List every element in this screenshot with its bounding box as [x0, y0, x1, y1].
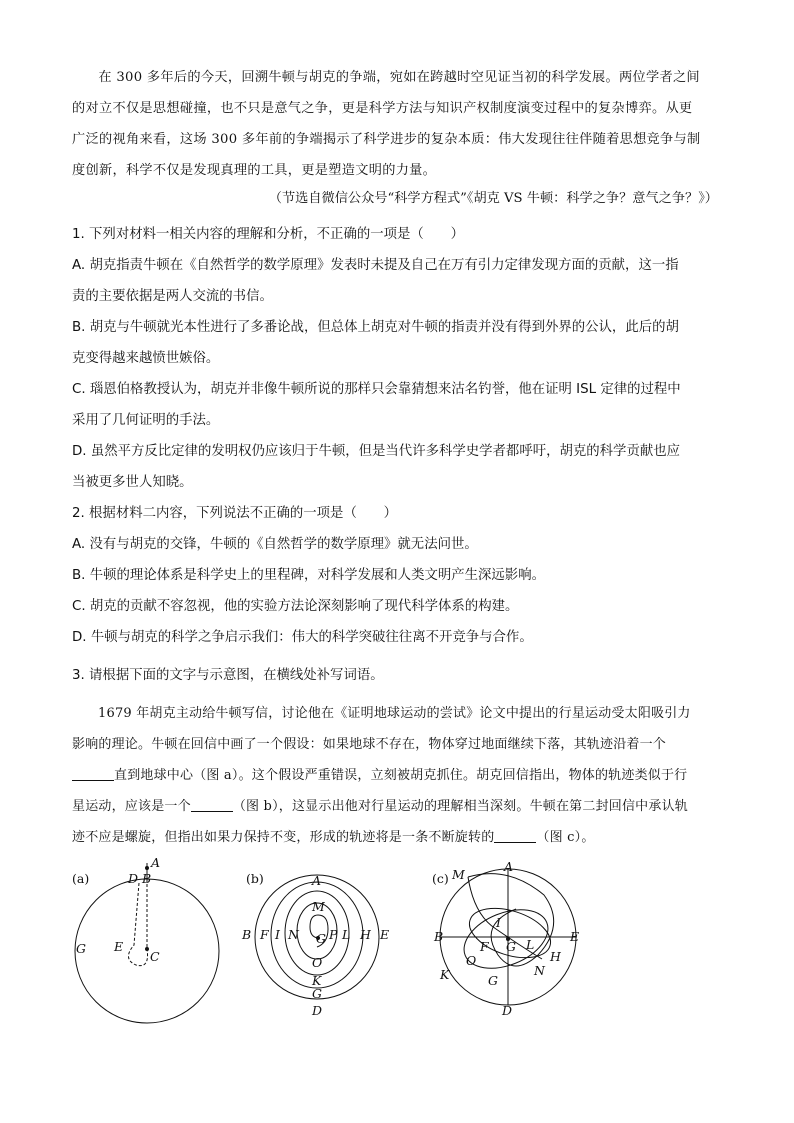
option-b-line1: B. 胡克与牛顿就光本性进行了多番论战，但总体上胡克对牛顿的指责并没有得到外界的公认，此后的胡: [72, 320, 679, 335]
q3-paragraph-cont: [72, 791, 722, 822]
figure-b: [238, 855, 398, 1029]
label-G-center: G: [316, 931, 326, 946]
figure-a-caption: (a): [72, 871, 90, 886]
q3-line: （图 c）。: [536, 830, 595, 845]
passage-line: 度创新，科学不仅是发现真理的工具，更是塑造文明的力量。: [72, 163, 437, 178]
source-citation: （节选自微信公众号“科学方程式”《胡克 VS 牛顿：科学之争？意气之争？》）: [268, 191, 718, 206]
answer-blank-1[interactable]: [72, 766, 114, 781]
figure-c: [426, 855, 586, 1029]
passage-line: 广泛的视角来看，这场 300 多年前的争端揭示了科学进步的复杂本质：伟大发现往往伴随着思想竞争与制: [72, 132, 701, 147]
label-M: M: [452, 867, 465, 882]
label-K: K: [312, 973, 322, 988]
label-A: A: [312, 873, 322, 888]
question-1: [72, 219, 720, 498]
answer-blank-2[interactable]: [191, 797, 233, 812]
label-H: H: [360, 927, 371, 942]
label-G-bottom: G: [312, 986, 322, 1001]
label-P: P: [329, 927, 338, 942]
option-b: B. 牛顿的理论体系是科学史上的里程碑，对科学发展和人类文明产生深远影响。: [72, 568, 545, 583]
question-2-stem: 2. 根据材料二内容，下列说法不正确的一项是（ ）: [72, 506, 398, 521]
option-a: A. 没有与胡克的交锋，牛顿的《自然哲学的数学原理》就无法问世。: [72, 537, 478, 552]
label-M: M: [312, 899, 325, 914]
label-I: I: [496, 915, 501, 930]
q3-paragraph-cont: [72, 760, 722, 791]
passage-line: 在 300 多年后的今天，回溯牛顿与胡克的争端，宛如在跨越时空见证当初的科学发展。两位学者之间: [98, 70, 700, 85]
label-N: N: [288, 927, 299, 942]
option-d-line2: 当被更多世人知晓。: [72, 475, 193, 490]
label-H: H: [550, 949, 561, 964]
label-F: F: [260, 927, 269, 942]
label-G: G: [76, 941, 86, 956]
label-B: B: [434, 929, 444, 944]
passage-paragraph-cont: [72, 155, 720, 186]
option-d: D. 牛顿与胡克的科学之争启示我们：伟大的科学突破往往离不开竞争与合作。: [72, 630, 533, 645]
label-G-center: G: [506, 939, 516, 954]
label-B: B: [142, 871, 152, 886]
label-D: D: [502, 1003, 513, 1018]
passage-line: 的对立不仅是思想碰撞，也不只是意气之争，更是科学方法与知识产权制度演变过程中的复杂博弈。从更: [72, 101, 693, 116]
label-G-bottom: G: [488, 973, 498, 988]
label-E: E: [570, 929, 580, 944]
label-A: A: [504, 859, 514, 874]
label-A: A: [151, 855, 161, 870]
label-I: I: [275, 927, 280, 942]
figure-a-diagram: [70, 855, 240, 1025]
figure-a: [70, 855, 240, 1029]
q3-paragraph-cont: [72, 822, 722, 853]
figure-c-caption: (c): [432, 871, 449, 886]
q3-line: 星运动，应该是一个: [72, 799, 191, 814]
figure-c-diagram: [426, 855, 586, 1025]
passage-paragraph-cont: [72, 93, 720, 124]
label-C: C: [150, 949, 160, 964]
label-L: L: [342, 927, 351, 942]
option-c-line2: 采用了几何证明的手法。: [72, 413, 220, 428]
q3-line: 迹不应是螺旋，但指出如果力保持不变，形成的轨迹将是一条不断旋转的: [72, 830, 495, 845]
option-a-line1: A. 胡克指责牛顿在《自然哲学的数学原理》发表时未提及自己在万有引力定律发现方面的贡献，这一指: [72, 258, 679, 273]
option-a-line2: 责的主要依据是两人交流的书信。: [72, 289, 273, 304]
q3-line: 1679 年胡克主动给牛顿写信，讨论他在《证明地球运动的尝试》论文中提出的行星运动受太阳吸引力: [98, 706, 691, 721]
option-c-line1: C. 瑙恩伯格教授认为，胡克并非像牛顿所说的那样只会靠猜想来沽名钓誉，他在证明 ISL 定律的过程中: [72, 382, 681, 397]
label-O: O: [466, 953, 477, 968]
option-b-line2: 克变得越来越愤世嫉俗。: [72, 351, 220, 366]
label-K: K: [440, 967, 450, 982]
option-c: C. 胡克的贡献不容忽视，他的实验方法论深刻影响了现代科学体系的构建。: [72, 599, 519, 614]
figure-b-diagram: [238, 855, 398, 1025]
q3-paragraph: [72, 698, 722, 729]
figure-b-caption: (b): [246, 871, 264, 886]
label-O: O: [312, 955, 323, 970]
label-D: D: [128, 871, 139, 886]
option-d-line1: D. 虽然平方反比定律的发明权仍应该归于牛顿，但是当代许多科学史学者都呼吁，胡克的科学贡献也应: [72, 444, 681, 459]
label-F: F: [480, 939, 489, 954]
question-1-stem: 1. 下列对材料一相关内容的理解和分析，不正确的一项是（ ）: [72, 227, 464, 242]
label-E: E: [380, 927, 390, 942]
question-2: [72, 498, 720, 653]
question-3-stem: 3. 请根据下面的文字与示意图，在横线处补写词语。: [72, 668, 384, 683]
q3-line: （图 b），这显示出他对行星运动的理解相当深刻。牛顿在第二封回信中承认轨: [232, 799, 688, 814]
q3-line: 影响的理论。牛顿在回信中画了一个假设：如果地球不存在，物体穿过地面继续下落，其轨迹沿着一个: [72, 737, 667, 752]
label-D: D: [312, 1003, 323, 1018]
q3-line: 直到地球中心（图 a）。这个假设严重错误，立刻被胡克抓住。胡克回信指出，物体的轨迹类似于行: [114, 768, 688, 783]
label-E: E: [114, 939, 124, 954]
label-L: L: [526, 937, 535, 952]
label-B: B: [242, 927, 252, 942]
passage-paragraph-cont: [72, 124, 720, 155]
passage-paragraph: [72, 62, 720, 93]
q3-paragraph-cont: [72, 729, 722, 760]
label-N: N: [534, 963, 545, 978]
answer-blank-3[interactable]: [494, 828, 536, 843]
